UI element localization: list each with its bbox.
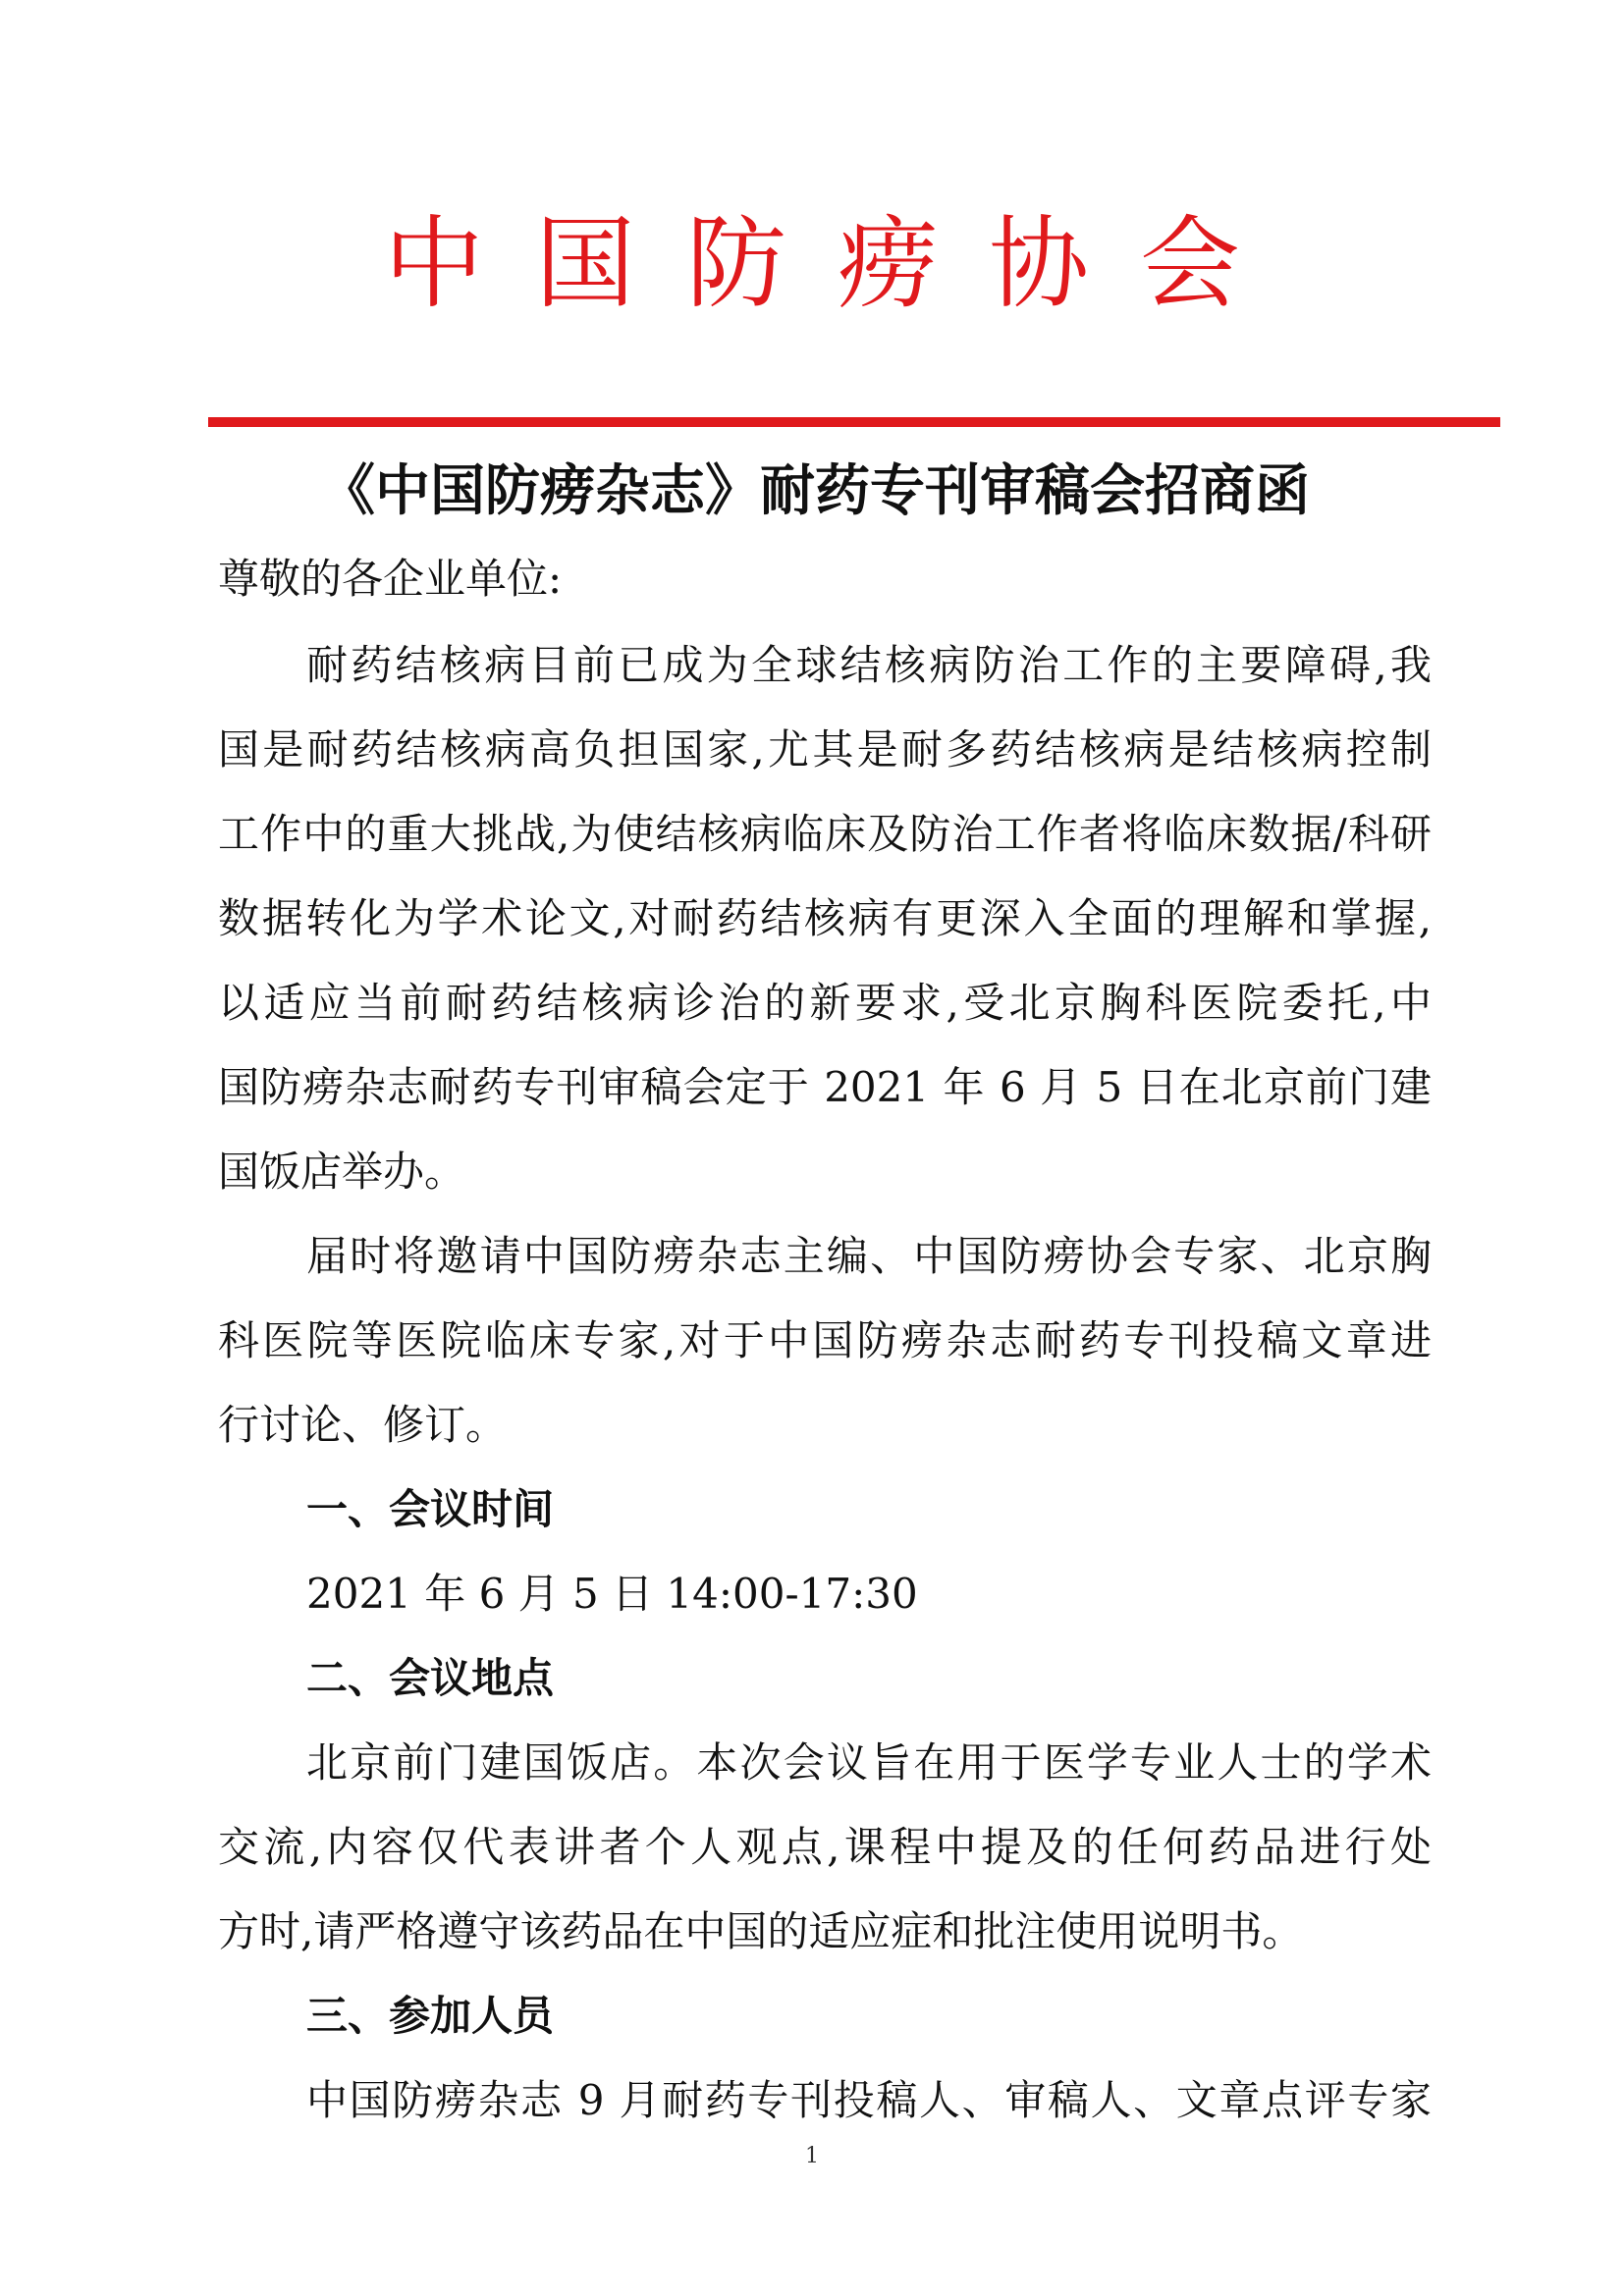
letterhead-red-rule — [208, 417, 1500, 427]
salutation: 尊敬的各企业单位: — [218, 555, 563, 603]
letterhead-organization: 中国防痨协会 — [384, 206, 1291, 323]
paragraph-1-line: 工作中的重大挑战,为使结核病临床及防治工作者将临床数据/科研 — [218, 810, 1432, 858]
meeting-location-line: 方时,请严格遵守该药品在中国的适应症和批注使用说明书。 — [218, 1907, 1304, 1955]
paragraph-1-line: 数据转化为学术论文,对耐药结核病有更深入全面的理解和掌握, — [218, 894, 1432, 942]
paragraph-1-line: 以适应当前耐药结核病诊治的新要求,受北京胸科医院委托,中 — [218, 979, 1432, 1027]
meeting-time: 2021 年 6 月 5 日 14:00-17:30 — [306, 1570, 918, 1618]
paragraph-2-line: 届时将邀请中国防痨杂志主编、中国防痨协会专家、北京胸 — [306, 1232, 1432, 1280]
meeting-location-line: 交流,内容仅代表讲者个人观点,课程中提及的任何药品进行处 — [218, 1823, 1432, 1871]
section-3-heading: 三、参加人员 — [306, 1992, 555, 2040]
page-number: 1 — [805, 2144, 819, 2168]
paragraph-1-line: 国是耐药结核病高负担国家,尤其是耐多药结核病是结核病控制 — [218, 725, 1432, 774]
section-1-heading: 一、会议时间 — [306, 1485, 555, 1533]
meeting-location-line: 北京前门建国饭店。本次会议旨在用于医学专业人士的学术 — [306, 1738, 1432, 1787]
section-2-heading: 二、会议地点 — [306, 1654, 555, 1702]
document-title: 《中国防痨杂志》耐药专刊审稿会招商函 — [320, 458, 1310, 523]
attendees-line: 中国防痨杂志 9 月耐药专刊投稿人、审稿人、文章点评专家 — [306, 2076, 1432, 2124]
paragraph-2-line: 科医院等医院临床专家,对于中国防痨杂志耐药专刊投稿文章进 — [218, 1316, 1432, 1364]
paragraph-2-line: 行讨论、修订。 — [218, 1401, 508, 1449]
paragraph-1-line: 国防痨杂志耐药专刊审稿会定于 2021 年 6 月 5 日在北京前门建 — [218, 1063, 1432, 1111]
paragraph-1-line: 耐药结核病目前已成为全球结核病防治工作的主要障碍,我 — [306, 641, 1432, 689]
paragraph-1-line: 国饭店举办。 — [218, 1148, 466, 1196]
